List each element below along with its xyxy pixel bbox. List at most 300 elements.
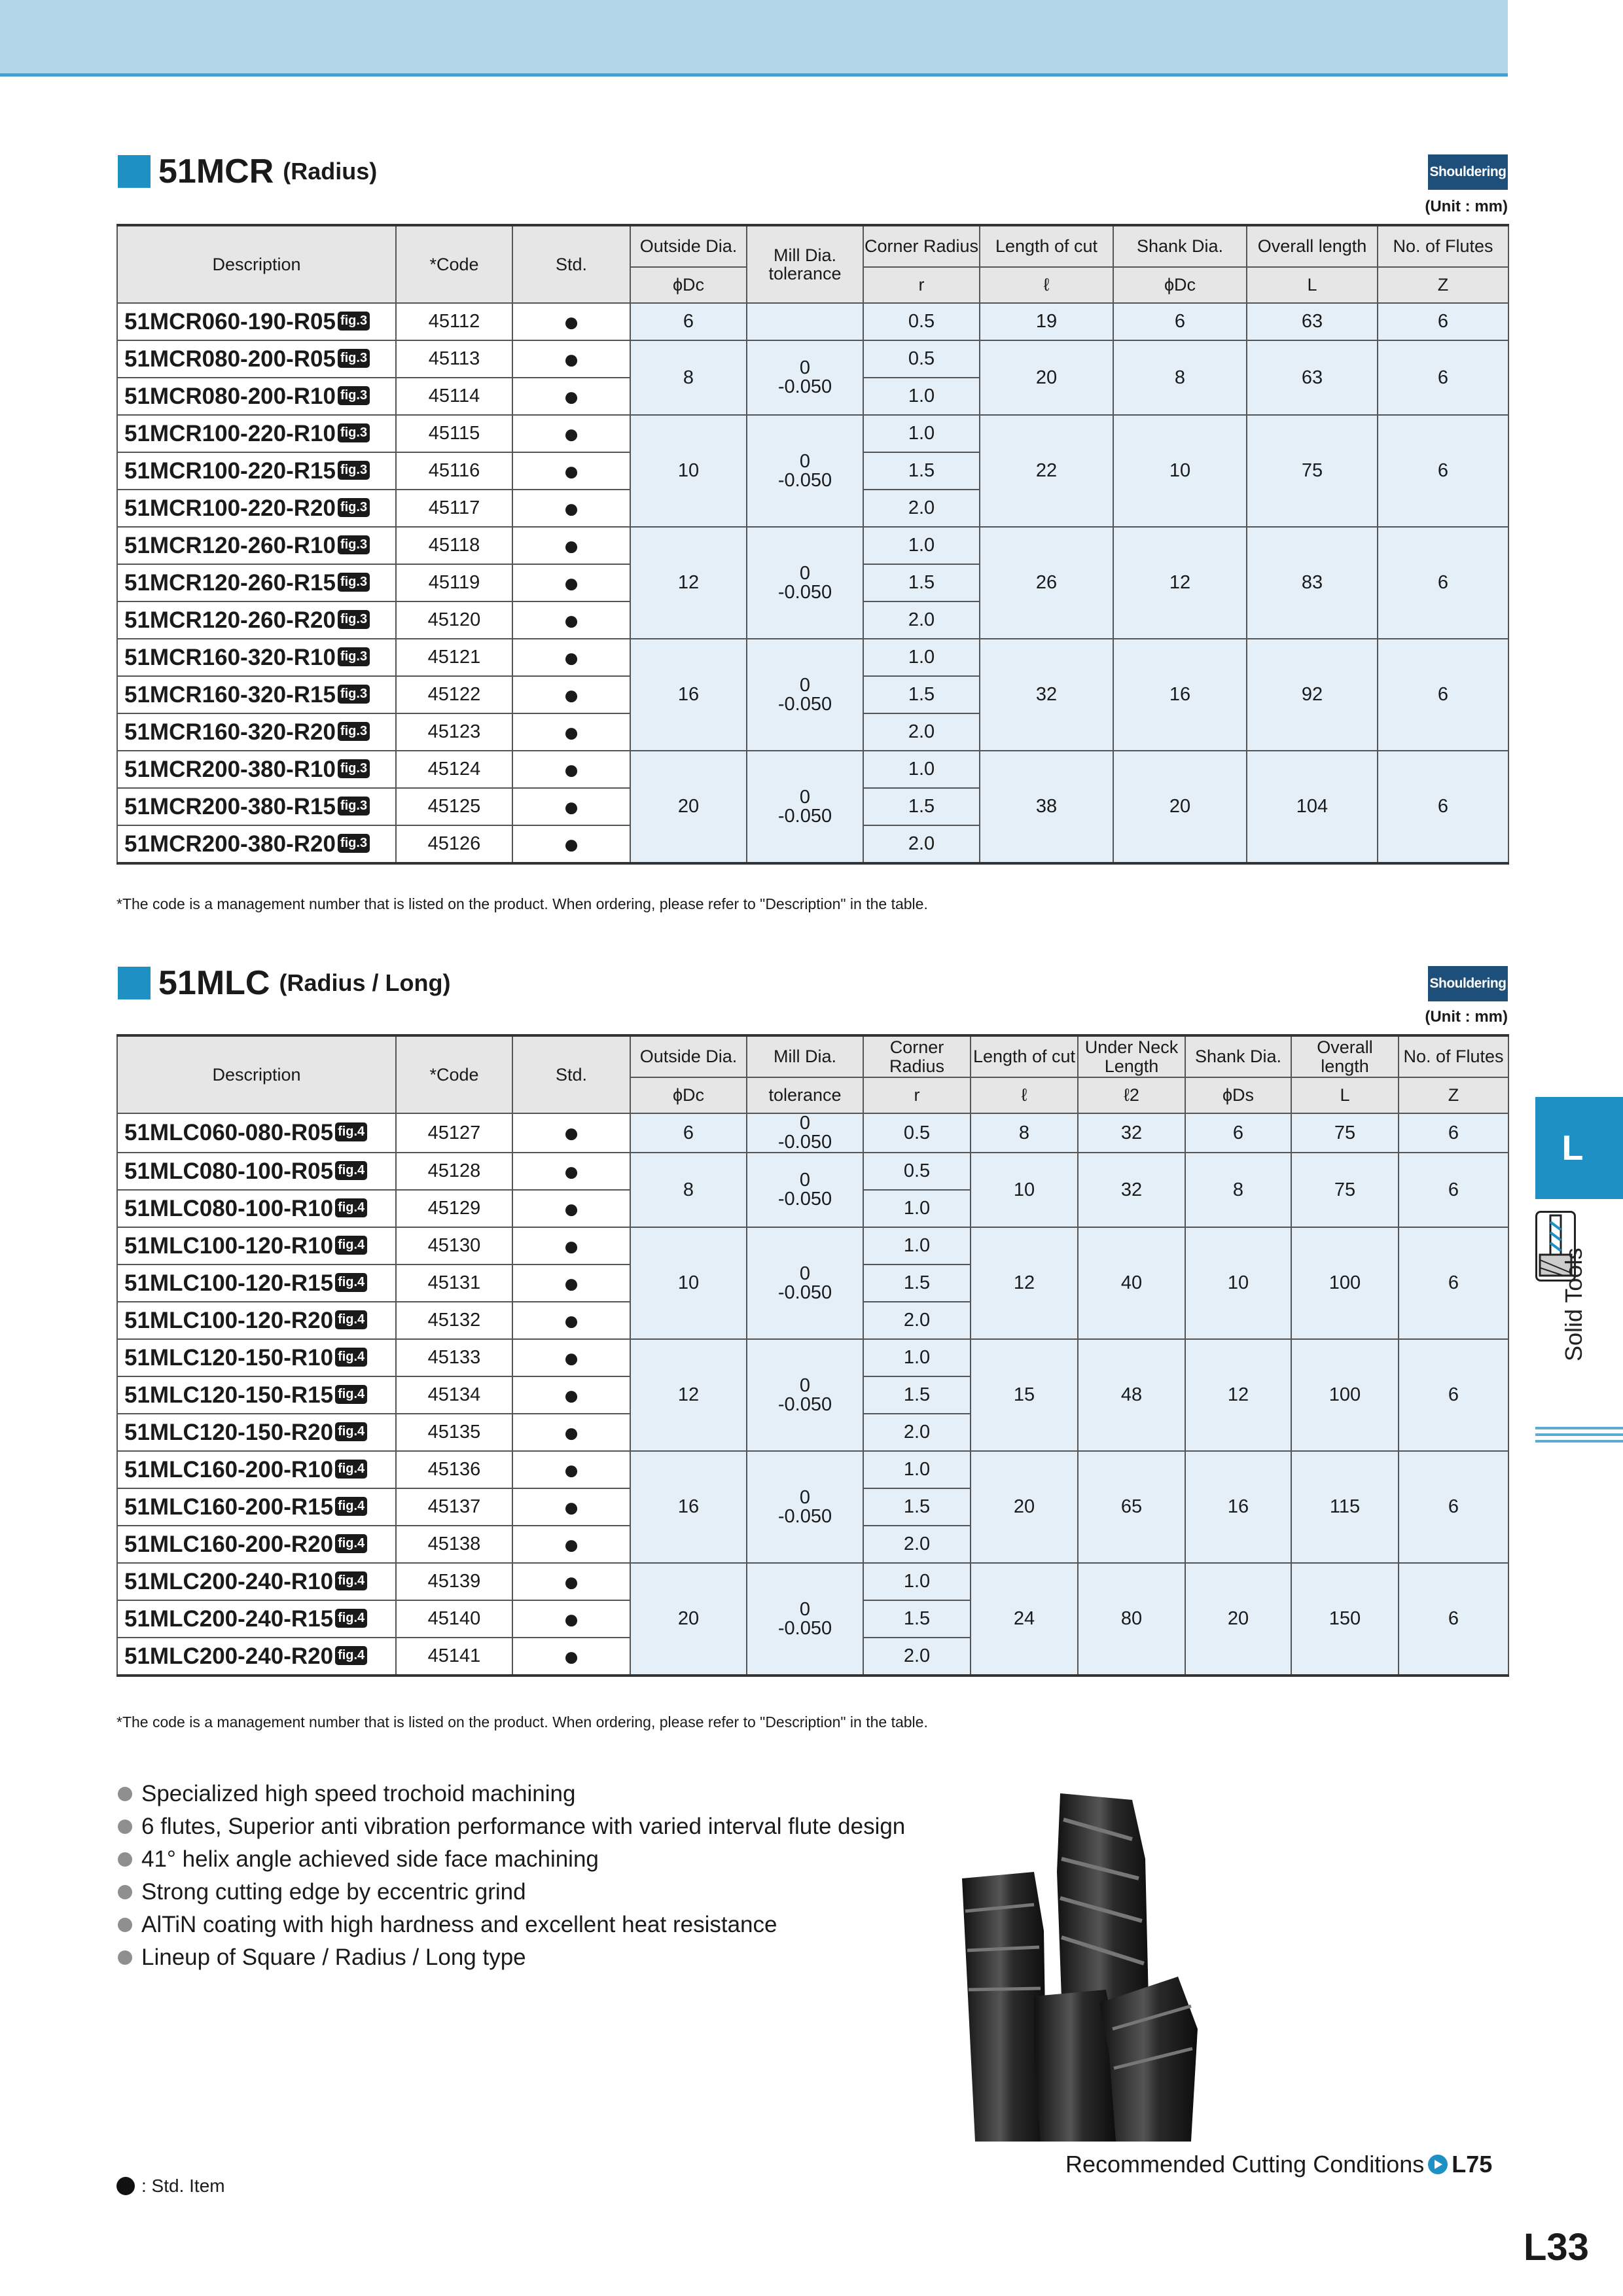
corner-radius-cell: 1.0 — [863, 1190, 971, 1227]
section-title-51mlc — [118, 963, 450, 1003]
corner-radius-cell: 1.0 — [863, 1339, 971, 1376]
table-row — [117, 303, 1508, 340]
code-cell: 45128 — [396, 1153, 512, 1190]
filled-circle-icon: ● — [563, 529, 580, 561]
code-cell: 45119 — [396, 564, 512, 601]
tolerance-upper: 0 — [799, 674, 811, 696]
filled-circle-icon: ● — [563, 1603, 580, 1634]
overall-length-cell: 92 — [1247, 639, 1378, 751]
description-text: 51MLC160-200-R10 — [124, 1456, 334, 1482]
description-text: 51MLC120-150-R15 — [124, 1382, 334, 1408]
flutes-cell: 6 — [1399, 1451, 1508, 1563]
description-cell — [117, 639, 396, 676]
shank-dia-cell: 6 — [1113, 303, 1247, 340]
overall-length-cell: 150 — [1291, 1563, 1399, 1676]
header-sym-z: Z — [1378, 267, 1508, 303]
std-cell — [512, 303, 630, 340]
description-cell — [117, 378, 396, 415]
tolerance-cell — [747, 1227, 863, 1339]
section-subtitle: (Radius / Long) — [279, 969, 451, 996]
code-cell: 45113 — [396, 340, 512, 378]
shank-dia-cell: 10 — [1113, 415, 1247, 527]
code-note: *The code is a management number that is listed on the product. When ordering, please refer to "Description" in the table. — [116, 1713, 928, 1731]
outside-dia-cell: 12 — [630, 527, 747, 639]
filled-circle-icon: ● — [563, 1342, 580, 1373]
fig-badge: fig.3 — [338, 312, 370, 331]
overall-length-cell: 75 — [1291, 1153, 1399, 1227]
fig-badge: fig.4 — [335, 1236, 367, 1255]
table-row — [117, 415, 1508, 452]
std-cell — [512, 1190, 630, 1227]
description-cell — [117, 1600, 396, 1638]
corner-radius-cell: 2.0 — [863, 1302, 971, 1339]
header-sym-l2: ℓ2 — [1078, 1077, 1185, 1113]
description-text: 51MCR200-380-R15 — [124, 793, 336, 819]
description-cell — [117, 452, 396, 490]
flutes-cell: 6 — [1378, 303, 1508, 340]
feature-text: 6 flutes, Superior anti vibration performance with varied interval flute design — [141, 1814, 906, 1839]
description-cell — [117, 490, 396, 527]
std-cell — [512, 1265, 630, 1302]
corner-radius-cell: 1.5 — [863, 1488, 971, 1526]
code-cell: 45112 — [396, 303, 512, 340]
fig-badge: fig.3 — [338, 461, 370, 480]
filled-circle-icon: ● — [563, 1640, 580, 1672]
tolerance-cell — [747, 1153, 863, 1227]
outside-dia-cell: 8 — [630, 340, 747, 415]
corner-radius-cell: 1.0 — [863, 378, 980, 415]
description-text: 51MCR100-220-R20 — [124, 495, 336, 521]
description-cell — [117, 1227, 396, 1265]
feature-item — [118, 1941, 905, 1974]
code-cell: 45133 — [396, 1339, 512, 1376]
header-std: Std. — [512, 225, 630, 303]
tolerance-upper: 0 — [799, 357, 811, 378]
std-cell — [512, 1600, 630, 1638]
tolerance-upper: 0 — [799, 1113, 811, 1134]
header-length-of-cut: Length of cut — [971, 1035, 1078, 1077]
description-text: 51MLC160-200-R15 — [124, 1494, 334, 1520]
fig-badge: fig.4 — [335, 1646, 367, 1665]
shank-dia-cell: 6 — [1185, 1113, 1291, 1153]
side-tab-letter: L — [1561, 1128, 1584, 1168]
description-cell — [117, 1563, 396, 1600]
fig-badge: fig.3 — [338, 349, 370, 368]
description-text: 51MCR080-200-R10 — [124, 383, 336, 409]
description-cell — [117, 751, 396, 788]
overall-length-cell: 115 — [1291, 1451, 1399, 1563]
corner-radius-cell: 2.0 — [863, 1638, 971, 1676]
description-cell — [117, 1339, 396, 1376]
overall-length-cell: 104 — [1247, 751, 1378, 863]
description-cell — [117, 1190, 396, 1227]
unit-label: (Unit : mm) — [1425, 1008, 1508, 1026]
under-neck-length-cell: 40 — [1078, 1227, 1185, 1339]
code-cell: 45118 — [396, 527, 512, 564]
fig-badge: fig.3 — [338, 498, 370, 517]
std-cell — [512, 1563, 630, 1600]
code-cell: 45120 — [396, 601, 512, 639]
tolerance-upper: 0 — [799, 1374, 811, 1396]
corner-radius-cell: 0.5 — [863, 1113, 971, 1153]
code-cell: 45131 — [396, 1265, 512, 1302]
filled-circle-icon: ● — [563, 1454, 580, 1485]
shank-dia-cell: 20 — [1185, 1563, 1291, 1676]
description-text: 51MLC060-080-R05 — [124, 1120, 334, 1145]
description-cell — [117, 788, 396, 825]
tolerance-upper: 0 — [799, 1598, 811, 1620]
table-row — [117, 1153, 1508, 1190]
std-cell — [512, 601, 630, 639]
fig-badge: fig.4 — [335, 1310, 367, 1329]
header-code: *Code — [396, 225, 512, 303]
filled-circle-icon: ● — [563, 1491, 580, 1522]
tolerance-upper: 0 — [799, 1486, 811, 1508]
code-cell: 45141 — [396, 1638, 512, 1676]
filled-circle-icon: ● — [563, 1528, 580, 1560]
fig-badge: fig.3 — [338, 797, 370, 816]
description-text: 51MLC120-150-R20 — [124, 1419, 334, 1445]
filled-circle-icon: ● — [563, 1566, 580, 1597]
section-title: 51MCR — [158, 152, 274, 190]
std-cell — [512, 1376, 630, 1414]
bullet-icon — [118, 1787, 132, 1801]
filled-circle-icon: ● — [563, 1193, 580, 1224]
fig-badge: fig.4 — [335, 1460, 367, 1479]
header-shank-dia: Shank Dia. — [1113, 225, 1247, 267]
std-cell — [512, 1451, 630, 1488]
corner-radius-cell: 1.5 — [863, 1376, 971, 1414]
under-neck-length-cell: 65 — [1078, 1451, 1185, 1563]
header-sym-l: ℓ — [980, 267, 1113, 303]
table-row — [117, 639, 1508, 676]
description-text: 51MLC200-240-R10 — [124, 1568, 334, 1594]
header-flutes: No. of Flutes — [1378, 225, 1508, 267]
code-cell: 45122 — [396, 676, 512, 713]
description-cell — [117, 1153, 396, 1190]
std-cell — [512, 1638, 630, 1676]
description-text: 51MLC200-240-R20 — [124, 1643, 334, 1669]
description-text: 51MLC080-100-R05 — [124, 1158, 334, 1184]
fig-badge: fig.4 — [335, 1385, 367, 1404]
std-cell — [512, 452, 630, 490]
header-sym-L: L — [1247, 267, 1378, 303]
shouldering-badge: Shouldering — [1428, 154, 1508, 190]
length-of-cut-cell: 10 — [971, 1153, 1078, 1227]
std-item-legend — [116, 2176, 225, 2197]
code-cell: 45140 — [396, 1600, 512, 1638]
std-cell — [512, 1339, 630, 1376]
bullet-icon — [118, 1885, 132, 1899]
feature-text: AlTiN coating with high hardness and excellent heat resistance — [141, 1912, 777, 1937]
under-neck-length-cell: 80 — [1078, 1563, 1185, 1676]
description-text: 51MLC080-100-R10 — [124, 1195, 334, 1221]
filled-circle-icon: ● — [563, 1267, 580, 1299]
side-tab-l[interactable] — [1535, 1097, 1623, 1199]
description-cell — [117, 564, 396, 601]
code-cell: 45136 — [396, 1451, 512, 1488]
description-cell — [117, 676, 396, 713]
std-cell — [512, 713, 630, 751]
code-cell: 45116 — [396, 452, 512, 490]
corner-radius-cell: 1.0 — [863, 751, 980, 788]
header-sym-r: r — [863, 1077, 971, 1113]
code-cell: 45126 — [396, 825, 512, 863]
section-marker — [118, 967, 151, 999]
tolerance-lower: -0.050 — [777, 581, 832, 603]
code-cell: 45137 — [396, 1488, 512, 1526]
code-cell: 45132 — [396, 1302, 512, 1339]
tolerance-cell — [747, 415, 863, 527]
header-mill-dia: Mill Dia. — [747, 1035, 863, 1077]
fig-badge: fig.3 — [338, 685, 370, 704]
filled-circle-icon: ● — [563, 641, 580, 673]
bullet-icon — [118, 1820, 132, 1834]
table-row — [117, 1227, 1508, 1265]
shank-dia-cell: 12 — [1113, 527, 1247, 639]
description-text: 51MLC200-240-R15 — [124, 1605, 334, 1632]
shouldering-badge: Shouldering — [1428, 966, 1508, 1001]
description-cell — [117, 1414, 396, 1451]
corner-radius-cell: 2.0 — [863, 1414, 971, 1451]
code-cell: 45138 — [396, 1526, 512, 1563]
overall-length-cell: 63 — [1247, 303, 1378, 340]
flutes-cell: 6 — [1378, 340, 1508, 415]
header-corner-radius: Corner Radius — [863, 225, 980, 267]
section-subtitle: (Radius) — [283, 158, 378, 185]
filled-circle-icon: ● — [563, 343, 580, 374]
fig-badge: fig.4 — [335, 1609, 367, 1628]
filled-circle-icon: ● — [563, 492, 580, 524]
std-cell — [512, 1488, 630, 1526]
length-of-cut-cell: 22 — [980, 415, 1113, 527]
header-overall-length: Overall length — [1247, 225, 1378, 267]
description-cell — [117, 1376, 396, 1414]
shank-dia-cell: 16 — [1185, 1451, 1291, 1563]
fig-badge: fig.3 — [338, 647, 370, 666]
spec-table-51mcr — [116, 224, 1509, 865]
header-sym-r: r — [863, 267, 980, 303]
shank-dia-cell: 8 — [1185, 1153, 1291, 1227]
length-of-cut-cell: 19 — [980, 303, 1113, 340]
filled-circle-icon: ● — [563, 455, 580, 486]
code-cell: 45134 — [396, 1376, 512, 1414]
corner-radius-cell: 1.5 — [863, 1600, 971, 1638]
description-text: 51MCR120-260-R10 — [124, 532, 336, 558]
tolerance-cell — [747, 751, 863, 863]
filled-circle-icon: ● — [563, 418, 580, 449]
feature-list — [118, 1778, 905, 1974]
header-std: Std. — [512, 1035, 630, 1113]
tolerance-upper: 0 — [799, 1170, 811, 1191]
shank-dia-cell: 10 — [1185, 1227, 1291, 1339]
table-row — [117, 1339, 1508, 1376]
length-of-cut-cell: 24 — [971, 1563, 1078, 1676]
corner-radius-cell: 1.0 — [863, 1227, 971, 1265]
flutes-cell: 6 — [1378, 751, 1508, 863]
tolerance-lower: -0.050 — [777, 1617, 832, 1639]
description-cell — [117, 415, 396, 452]
description-text: 51MCR160-320-R10 — [124, 644, 336, 670]
tolerance-cell — [747, 639, 863, 751]
filled-circle-icon: ● — [563, 1379, 580, 1410]
tolerance-lower: -0.050 — [777, 376, 832, 397]
std-cell — [512, 564, 630, 601]
flutes-cell: 6 — [1399, 1113, 1508, 1153]
header-sym-l: ℓ — [971, 1077, 1078, 1113]
description-cell — [117, 340, 396, 378]
std-cell — [512, 1302, 630, 1339]
table-row — [117, 1113, 1508, 1153]
description-cell — [117, 1265, 396, 1302]
std-cell — [512, 788, 630, 825]
filled-circle-icon: ● — [563, 679, 580, 710]
description-cell — [117, 601, 396, 639]
side-label: Solid Tools — [1560, 1247, 1587, 1361]
code-cell: 45117 — [396, 490, 512, 527]
filled-circle-icon: ● — [563, 716, 580, 747]
outside-dia-cell: 8 — [630, 1153, 747, 1227]
shank-dia-cell: 20 — [1113, 751, 1247, 863]
std-cell — [512, 1113, 630, 1153]
flutes-cell: 6 — [1399, 1563, 1508, 1676]
code-cell: 45129 — [396, 1190, 512, 1227]
fig-badge: fig.4 — [335, 1198, 367, 1217]
outside-dia-cell: 6 — [630, 303, 747, 340]
fig-badge: fig.3 — [338, 759, 370, 778]
header-mill-dia-tolerance: Mill Dia. tolerance — [747, 225, 863, 303]
fig-badge: fig.4 — [335, 1122, 367, 1141]
std-cell — [512, 676, 630, 713]
outside-dia-cell: 12 — [630, 1339, 747, 1451]
fig-badge: fig.4 — [335, 1348, 367, 1367]
description-cell — [117, 713, 396, 751]
outside-dia-cell: 16 — [630, 639, 747, 751]
code-cell: 45125 — [396, 788, 512, 825]
filled-circle-icon: ● — [563, 1304, 580, 1336]
header-corner-radius: Corner Radius — [863, 1035, 971, 1077]
tolerance-upper: 0 — [799, 786, 811, 808]
fig-badge: fig.4 — [335, 1497, 367, 1516]
code-cell: 45124 — [396, 751, 512, 788]
feature-text: Lineup of Square / Radius / Long type — [141, 1945, 526, 1970]
code-cell: 45121 — [396, 639, 512, 676]
corner-radius-cell: 1.0 — [863, 415, 980, 452]
fig-badge: fig.3 — [338, 573, 370, 592]
overall-length-cell: 63 — [1247, 340, 1378, 415]
filled-circle-icon: ● — [563, 1117, 580, 1148]
feature-item — [118, 1876, 905, 1909]
shank-dia-cell: 12 — [1185, 1339, 1291, 1451]
header-sym-L: L — [1291, 1077, 1399, 1113]
fig-badge: fig.3 — [338, 423, 370, 442]
tolerance-lower: -0.050 — [777, 1282, 832, 1303]
std-note-text: : Std. Item — [141, 2176, 225, 2196]
std-cell — [512, 1153, 630, 1190]
flutes-cell: 6 — [1399, 1339, 1508, 1451]
feature-item — [118, 1843, 905, 1876]
filled-circle-icon — [116, 2177, 135, 2195]
table-row — [117, 751, 1508, 788]
corner-radius-cell: 2.0 — [863, 490, 980, 527]
feature-text: 41° helix angle achieved side face machining — [141, 1846, 599, 1872]
length-of-cut-cell: 20 — [980, 340, 1113, 415]
top-banner — [0, 0, 1508, 77]
tolerance-cell — [747, 527, 863, 639]
page-number: L33 — [1524, 2226, 1589, 2269]
corner-radius-cell: 1.0 — [863, 1451, 971, 1488]
outside-dia-cell: 10 — [630, 415, 747, 527]
overall-length-cell: 75 — [1247, 415, 1378, 527]
header-length-of-cut: Length of cut — [980, 225, 1113, 267]
filled-circle-icon: ● — [563, 1416, 580, 1448]
std-cell — [512, 1526, 630, 1563]
header-sym-ds: ϕDs — [1185, 1077, 1291, 1113]
header-description: Description — [117, 1035, 396, 1113]
tolerance-cell — [747, 303, 863, 340]
shank-dia-cell: 8 — [1113, 340, 1247, 415]
header-sym-ds: ϕDc — [1113, 267, 1247, 303]
code-cell: 45135 — [396, 1414, 512, 1451]
description-cell — [117, 1488, 396, 1526]
tolerance-upper: 0 — [799, 1263, 811, 1284]
outside-dia-cell: 10 — [630, 1227, 747, 1339]
description-text: 51MCR060-190-R05 — [124, 308, 336, 334]
header-code: *Code — [396, 1035, 512, 1113]
fig-badge: fig.4 — [335, 1422, 367, 1441]
header-overall-length: Overall length — [1291, 1035, 1399, 1077]
description-text: 51MCR200-380-R20 — [124, 831, 336, 857]
section-title: 51MLC — [158, 964, 270, 1002]
length-of-cut-cell: 26 — [980, 527, 1113, 639]
feature-item — [118, 1909, 905, 1941]
feature-text: Specialized high speed trochoid machining — [141, 1781, 576, 1806]
std-cell — [512, 1414, 630, 1451]
description-cell — [117, 1451, 396, 1488]
corner-radius-cell: 0.5 — [863, 340, 980, 378]
description-cell — [117, 1638, 396, 1676]
corner-radius-cell: 2.0 — [863, 1526, 971, 1563]
description-text: 51MCR200-380-R10 — [124, 756, 336, 782]
recommended-conditions-link[interactable] — [1065, 2151, 1492, 2178]
corner-radius-cell: 1.5 — [863, 452, 980, 490]
shank-dia-cell: 16 — [1113, 639, 1247, 751]
corner-radius-cell: 1.5 — [863, 676, 980, 713]
fig-badge: fig.4 — [335, 1534, 367, 1553]
description-text: 51MCR160-320-R20 — [124, 719, 336, 745]
description-cell — [117, 1526, 396, 1563]
flutes-cell: 6 — [1378, 639, 1508, 751]
description-text: 51MCR100-220-R15 — [124, 457, 336, 484]
description-text: 51MCR100-220-R10 — [124, 420, 336, 446]
filled-circle-icon: ● — [563, 1155, 580, 1187]
std-cell — [512, 490, 630, 527]
tolerance-cell — [747, 340, 863, 415]
filled-circle-icon: ● — [563, 1230, 580, 1261]
tolerance-cell — [747, 1451, 863, 1563]
filled-circle-icon: ● — [563, 828, 580, 859]
tolerance-cell — [747, 1113, 863, 1153]
fig-badge: fig.3 — [338, 386, 370, 405]
feature-text: Strong cutting edge by eccentric grind — [141, 1879, 526, 1905]
corner-radius-cell: 2.0 — [863, 713, 980, 751]
std-cell — [512, 825, 630, 863]
fig-badge: fig.4 — [335, 1161, 367, 1180]
description-text: 51MLC100-120-R10 — [124, 1232, 334, 1259]
overall-length-cell: 75 — [1291, 1113, 1399, 1153]
filled-circle-icon: ● — [563, 604, 580, 636]
tolerance-upper: 0 — [799, 450, 811, 472]
